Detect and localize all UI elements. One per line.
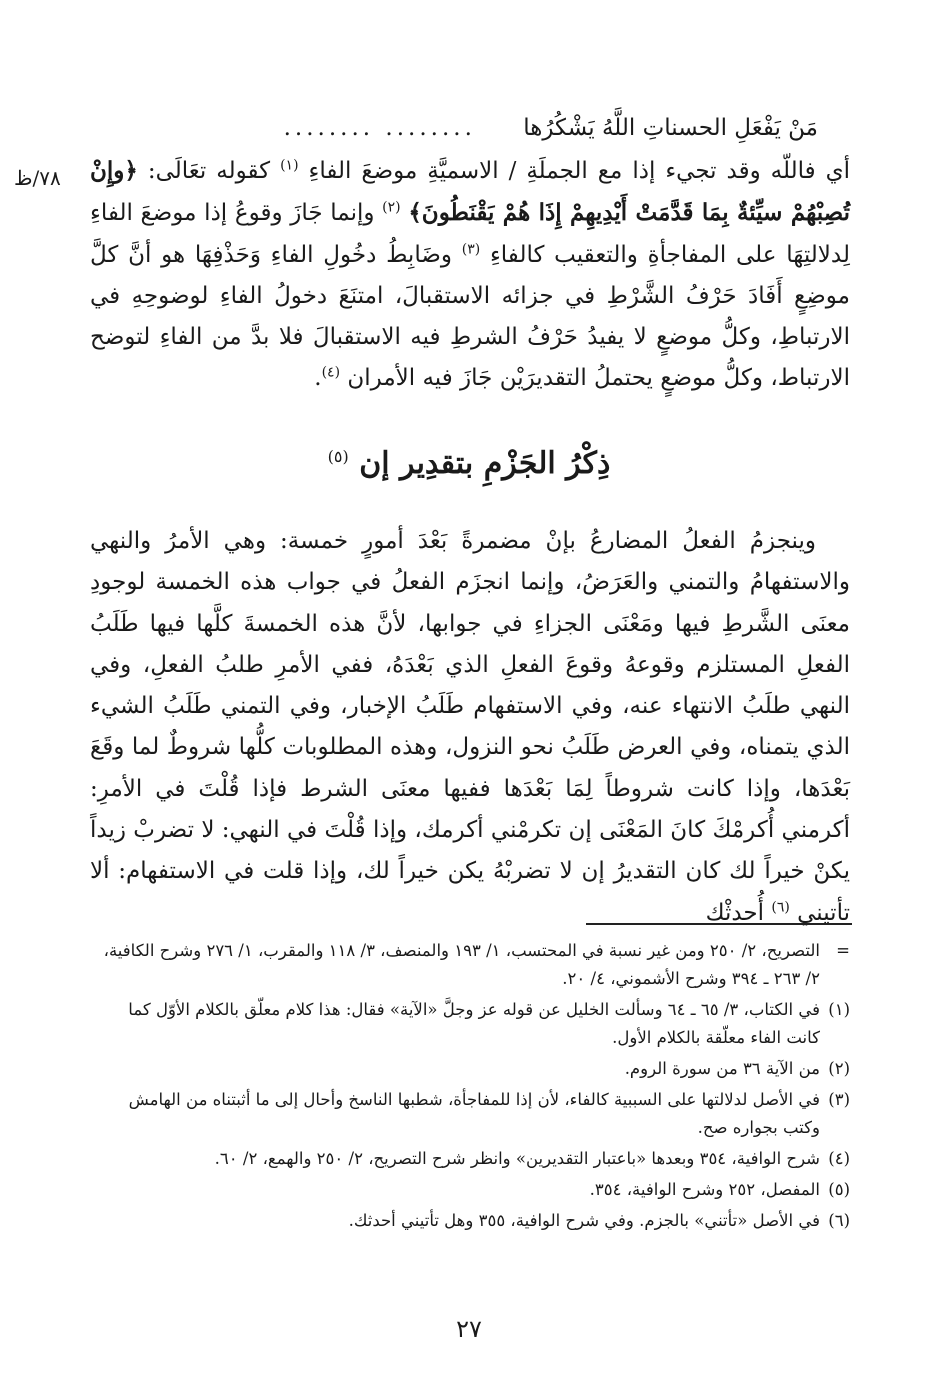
footnotes bbox=[90, 937, 850, 1238]
footnote-ref-6: (٦) bbox=[771, 899, 790, 916]
footnote bbox=[90, 996, 850, 1052]
verse-text: مَنْ يَفْعَلِ الحسناتِ اللَّهُ يَشْكُرُها bbox=[523, 115, 818, 141]
footnote bbox=[90, 1086, 850, 1142]
paragraph-2-text: وينجزمُ الفعلُ المضارعُ بإنْ مضمرةً بَعْدَ أمورٍ خمسة: وهي الأمرُ والنهي والاستفهامُ والتمني والعَرَضُ، وإنما انجزَم الفعلُ في جواب هذه الخمسة لوجودِ معنَى الشَّرطِ فيها ومَعْنَى الجزاءِ في جوابها، لأنَّ هذه الخمسةَ كلَّها فيها طَلَبُ الفعلِ المستلزم وقوعهُ وقوعَ الفعلِ الذي بَعْدَهُ، ففي الأمرِ طلبُ الفعلِ، وفي النهي طلَبُ الانتهاء عنه، وفي الاستفهام طَلَبُ الإخبار، وفي التمني طَلَبُ الشيء الذي يتمناه، وفي العرض طَلَبُ نحو النزول، وهذه المطلوبات كلُّها شروطٌ لما وقَعَ بَعْدَها، وإذا كانت شروطاً لِمَا بَعْدَها ففيها معنَى الشرط فإذا قُلْتَ في الأمرِ: أكرمني أُكرمْكَ كانَ المَعْنَى إن تكرمْني أكرمك، وإذا قُلْتَ في النهي: لا تضربْ زيداً يكنْ خيراً لك كان التقديرُ إن لا تضربْهُ يكن خيراً لك، وإذا قلت في الاستفهام: ألا تأتيني bbox=[90, 528, 850, 926]
footnote bbox=[90, 937, 850, 993]
page-number: ٢٧ bbox=[456, 1315, 482, 1343]
footnote-text: التصريح، ٢/ ٢٥٠ ومن غير نسبة في المحتسب، ١/ ١٩٣ والمنصف، ٣/ ١١٨ والمقرب، ١/ ٢٧٦ وشرح الكافية، ٢/ ٢٦٣ ـ ٣٩٤ وشرح الأشموني، ٤/ ٢٠. bbox=[103, 941, 820, 988]
paragraph-2-text: أُحدثْك bbox=[705, 899, 765, 926]
footnote-text: المفصل، ٢٥٢ وشرح الوافية، ٣٥٤. bbox=[589, 1180, 820, 1199]
paragraph-1-end: . bbox=[314, 365, 322, 392]
paragraph-1-text: وضَابِطُ دخُولِ الفاءِ وَحَذْفِهَا هو أنَّ كلَّ موضِعٍ أَفَادَ حَرْفُ الشَّرْطِ في جزائه الاستقبالَ، امتنَعَ دخولُ الفاءِ لوضوحِهِ في الارتباطِ، وكلُّ موضعٍ لا يفيدُ حَرْفُ الشرطِ فيه الاستقبالَ فلا بدَّ من الفاءِ لتوضح الارتباط، وكلُّ موضعٍ يحتملُ التقديرَيْن جَازَ فيه الأمران bbox=[90, 241, 850, 392]
footnote-number: (٢) bbox=[828, 1059, 850, 1078]
paragraph-1-text: أي فاللّه وقد تجيء إذا مع الجملَةِ / الاسميَّةِ موضعَ الفاءِ bbox=[308, 158, 851, 184]
paragraph-1-text: وإنما جَازَ وقوعُ إذا موضعَ الفاءِ لِدلالتِهَا على المفاجأةِ والتعقيب كالفاءِ bbox=[90, 200, 851, 268]
footnote-ref-2: (٢) bbox=[382, 199, 401, 216]
footnote-ref-5: (٥) bbox=[327, 447, 349, 466]
footnote-text: من الآية ٣٦ من سورة الروم. bbox=[624, 1059, 820, 1078]
verse-line bbox=[118, 108, 818, 148]
footnote bbox=[90, 1055, 850, 1083]
footnote bbox=[90, 1207, 850, 1235]
section-heading bbox=[0, 446, 938, 481]
footnote-number: (٤) bbox=[828, 1149, 850, 1168]
paragraph-1-text: كقوله تعَالَى: bbox=[147, 158, 271, 184]
footnote-ref-3: (٣) bbox=[461, 240, 481, 257]
footnote-number: (٣) bbox=[828, 1090, 850, 1109]
footnote-text: في الأصل «تأتني» بالجزم. وفي شرح الوافية، ٣٥٥ وهل تأتيني أحدثك. bbox=[348, 1211, 820, 1230]
footnote-number: (٥) bbox=[828, 1180, 850, 1199]
footnote bbox=[90, 1145, 850, 1173]
section-heading-text: ذِكْرُ الجَزْمِ بتقدِير إن bbox=[359, 446, 611, 481]
footnote-text: شرح الوافية، ٣٥٤ وبعدها «باعتبار التقديرين» وانظر شرح التصريح، ٢/ ٢٥٠ والهمع، ٢/ ٦٠. bbox=[214, 1149, 820, 1168]
footnote bbox=[90, 1176, 850, 1204]
footnote-number: (٦) bbox=[828, 1211, 850, 1230]
paragraph-2 bbox=[90, 521, 850, 934]
footnote-text: في الأصل لدلالتها على السببية كالفاء، لأن إذا للمفاجأة، شطبها الناسخ وأحال إلى ما أثبتناه من الهامش وكتب بجواره صح. bbox=[128, 1090, 820, 1137]
footnote-number: = bbox=[836, 941, 850, 960]
paragraph-1 bbox=[90, 150, 850, 400]
footnote-number: (١) bbox=[828, 1000, 850, 1019]
footnote-text: في الكتاب، ٣/ ٦٥ ـ ٦٤ وسألت الخليل عن قوله عز وجلَّ «الآية» فقال: هذا كلام معلّق بالكلام الأوّل كما كانت الفاء معلّقة بالكلام الأول. bbox=[128, 1000, 820, 1047]
footnote-ref-4: (٤) bbox=[321, 364, 341, 381]
footnote-separator bbox=[586, 923, 852, 925]
verse-dots: ........ ........ bbox=[283, 115, 476, 141]
footnote-ref-1: (١) bbox=[280, 157, 299, 174]
quran-quote: ﴿وإِنْ تُصِبْهُمْ سيِّئةٌ بِمَا قَدَّمَتْ أَيْدِيهِمْ إِذَا هُمْ يَقْنَطُونَ﴾ bbox=[90, 157, 851, 227]
manuscript-folio-note: ٧٨/ظ bbox=[14, 166, 61, 190]
